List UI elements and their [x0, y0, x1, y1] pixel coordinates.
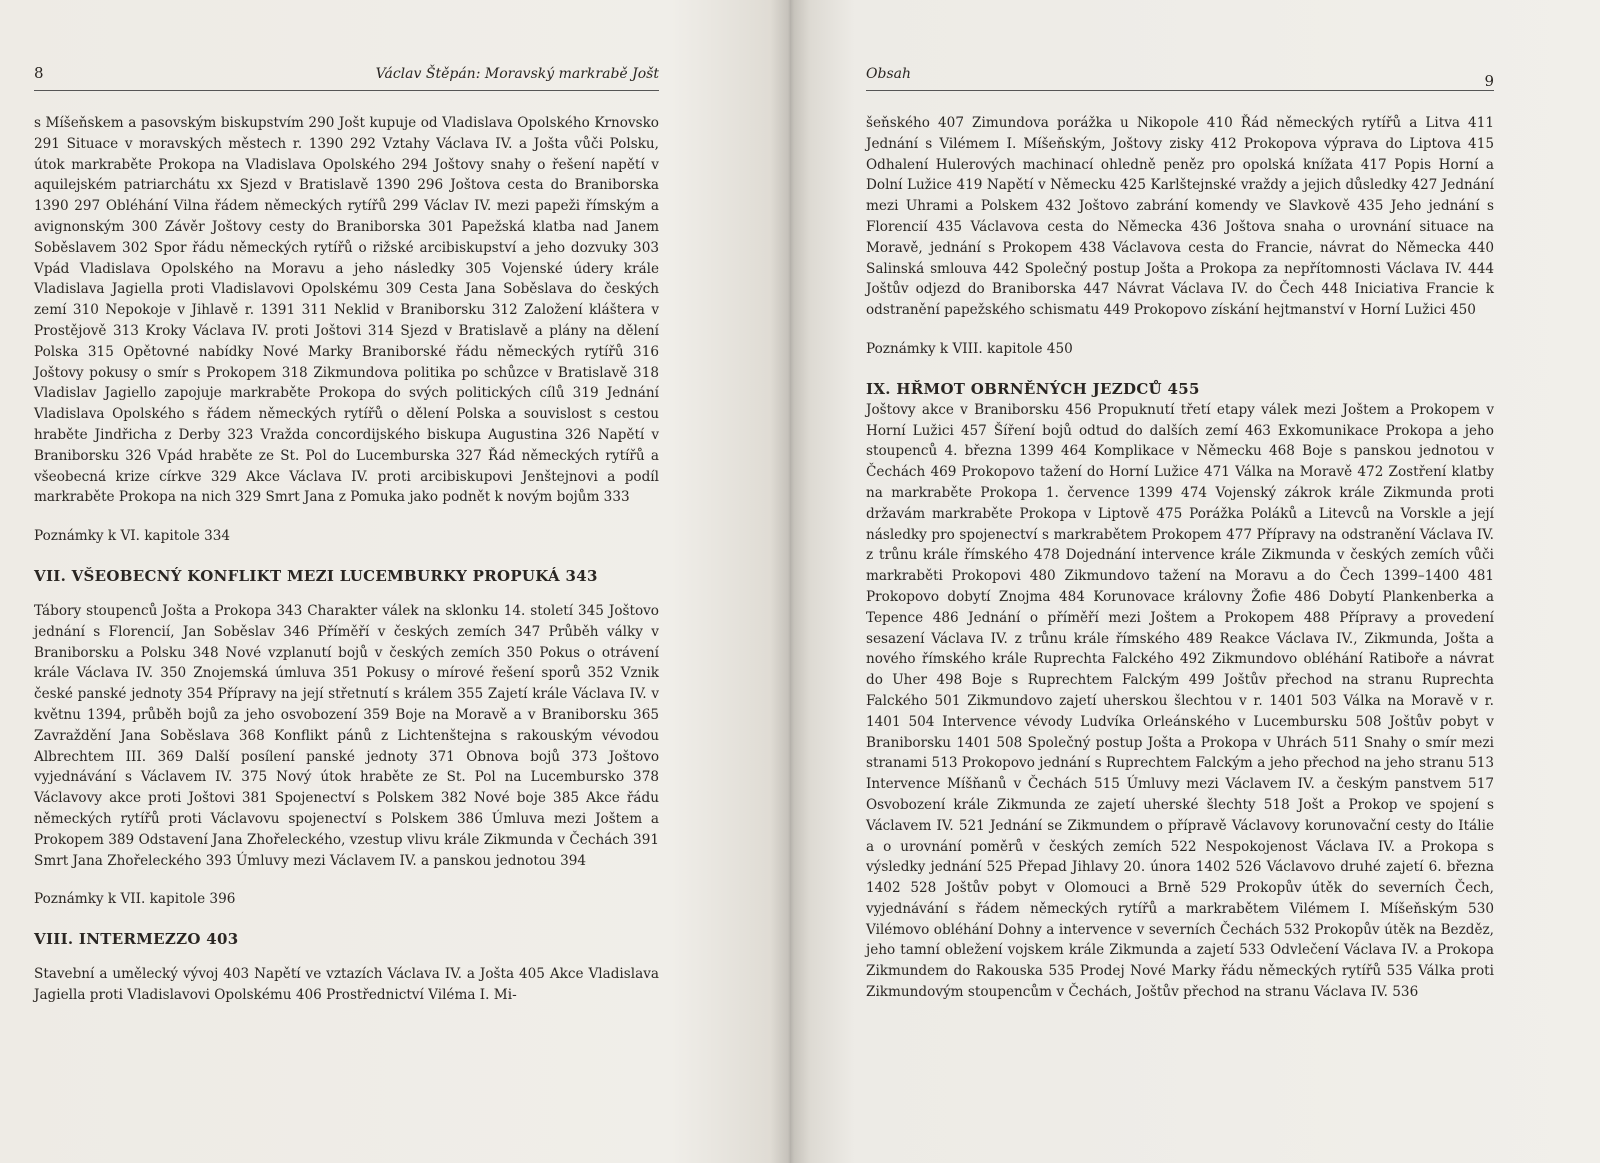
right-running-head [866, 64, 1494, 91]
left-body [34, 113, 659, 1006]
left-page [0, 0, 790, 1163]
toc-paragraph-9: Joštovy akce v Braniborsku 456 Propuknutí třetí etapy válek mezi Joštem a Prokopem v Horní Lužici 457 Šíření bojů odtud do dalších zemí 463 Exkomunikace Prokopa a jeho stoupenců 4. března 1399 464 Komplikace v Německu 468 Boje s panskou jednotou v Čechách 469 Prokopovo tažení do Horní Lužice 471 Válka na Moravě 472 Zostření klatby na markraběte Prokopa 1. července 1399 474 Vojenský zákrok krále Zikmunda proti državám markraběte Prokopa v Liptově 475 Porážka Poláků a Litevců na Vorskle a její následky pro spojenectví s markrabětem Prokopem 477 Přípravy na odstranění Václava IV. z trůnu krále římského 478 Dojednání intervence krále Zikmunda v českých zemích vůči markraběti Prokopovi 480 Zikmundovo tažení na Moravu a do Čech 1399–1400 481 Prokopovo dobytí Znojma 484 Korunovace královny Žofie 486 Dobytí Plankenberka a Tepence 486 Jednání o příměří mezi Joštem a Prokopem 488 Přípravy a provedení sesazení Václava IV. z trůnu krále římského 489 Reakce Václava IV., Zikmunda, Jošta a nového římského krále Ruprechta Falckého 492 Zikmundovo obléhání Ratiboře a návrat do Uher 498 Boje s Ruprechtem Falckým 499 Joštův přechod na stranu Ruprechta Falckého 501 Zikmundovo zajetí uherskou šlechtou v r. 1401 503 Válka na Moravě v r. 1401 504 Intervence vévody Ludvíka Orleánského v Lucembursku 508 Joštův pobyt v Braniborsku 1401 508 Společný postup Jošta a Prokopa v Uhrách 511 Snahy o smír mezi stranami 513 Prokopovo jednání s Ruprechtem Falckým a jeho přechod na jeho stranu 513 Intervence Míšňanů v Čechách 515 Úmluvy mezi Václavem IV. a českým panstvem 517 Osvobození krále Zikmunda ze zajetí uherské šlechty 518 Jošt a Prokop ve spojení s Václavem IV. 521 Jednání se Zikmundem o přípravě Václavovy korunovační cesty do Itálie a o urovnání poměrů v českých zemích 522 Nespokojenost Václava IV. a Prokopa s výsledky jednání 525 Přepad Jihlavy 20. února 1402 526 Václavovo druhé zajetí 6. března 1402 528 Joštův pobyt v Olomouci a Brně 529 Prokopův útěk do severních Čech, vyjednávání s řádem německých rytířů a markrabětem Vilémem I. Míšeňským 530 Vilémovo obléhání Dohny a intervence v severních Čechách 532 Prokopův útěk na Bezděz, jeho tamní obležení vojskem krále Zikmunda a zajetí 533 Odvlečení Václava IV. a Prokopa Zikmundem do Rakouska 535 Prodej Nové Marky řádu německých rytířů 535 Válka proti Zikmundovým stoupencům v Čechách, Joštův přechod na stranu Václava IV. 536 [866, 401, 1494, 1001]
chapter-8-heading: VIII. INTERMEZZO 403 [34, 930, 239, 949]
chapter-7-heading: VII. VŠEOBECNÝ KONFLIKT MEZI LUCEMBURKY PROPUKÁ 343 [34, 566, 598, 585]
toc-paragraph-8-continued: šeňského 407 Zimundova porážka u Nikopole 410 Řád německých rytířů a Litva 411 Jednání s Vilémem I. Míšeňským, Joštovy zisky 412 Prokopova výprava do Liptova 415 Odhalení Hulerových machinací ohledně peněz pro opolská knížata 417 Popis Horní a Dolní Lužice 419 Napětí v Německu 425 Karlštejnské vraždy a jejich důsledky 427 Jednání mezi Uhrami a Polskem 432 Joštovo zabrání komendy ve Slavkově 435 Jeho jednání s Florencií 435 Václavova cesta do Německa 436 Joštova snaha o urovnání situace na Moravě, jednání s Prokopem 438 Václavova cesta do Francie, návrat do Německa 440 Salinská smlouva 442 Společný postup Jošta a Prokopa za nepřítomnosti Václava IV. 444 Joštův odjezd do Braniborska 447 Návrat Václava IV. do Čech 448 Iniciativa Francie k odstranění papežského schismatu 449 Prokopovo získání hejtmanství v Horní Lužici 450 [866, 115, 1494, 319]
notes-chapter-7: Poznámky k VII. kapitole 396 [34, 891, 236, 908]
right-page [790, 0, 1600, 1163]
toc-paragraph-8: Stavební a umělecký vývoj 403 Napětí ve vztazích Václava IV. a Jošta 405 Akce Vladislava Jagiella proti Vladislavovi Opolskému 406 Prostřednictví Viléma I. Mi- [34, 966, 659, 1003]
chapter-9-heading: IX. HŘMOT OBRNĚNÝCH JEZDCŮ 455 [866, 379, 1200, 398]
right-running-title: Obsah [866, 66, 911, 82]
toc-paragraph-7: Tábory stoupenců Jošta a Prokopa 343 Charakter válek na sklonku 14. století 345 Joštovo jednání s Florencií, Jan Soběslav 346 Příměří v českých zemích 347 Průběh války v Braniborsku a Polsku 348 Nové vzplanutí bojů v českých zemích 350 Pokus o otrávení krále Václava IV. 350 Znojemská úmluva 351 Pokusy o mírové řešení sporů 352 Vznik české panské jednoty 354 Přípravy na její střetnutí s králem 355 Zajetí krále Václava IV. v květnu 1394, průběh bojů za jeho osvobození 359 Boje na Moravě a v Braniborsku 365 Zavraždění Jana Soběslava 368 Konflikt pánů z Lichtenštejna s rakouským vévodou Albrechtem III. 369 Další posílení panské jednoty 371 Obnova bojů 373 Joštovo vyjednávání s Václavem IV. 375 Nový útok hraběte ze St. Pol na Lucembursko 378 Václavovy akce proti Joštovi 381 Spojenectví s Polskem 382 Nové boje 385 Akce řádu německých rytířů proti Václavovu spojenectví s Polskem 386 Úmluva mezi Joštem a Prokopem 389 Odstavení Jana Zhořeleckého, vzestup vlivu krále Zikmunda v Čechách 391 Smrt Jana Zhořeleckého 393 Úmluvy mezi Václavem IV. a panskou jednotou 394 [34, 602, 659, 869]
left-page-number: 8 [34, 64, 44, 82]
left-running-title: Václav Štěpán: Moravský markrabě Jošt [375, 66, 659, 82]
right-page-number: 9 [1484, 72, 1494, 90]
book-gutter [770, 0, 810, 1163]
left-running-head [34, 64, 659, 91]
toc-paragraph-6-continued: s Míšeňskem a pasovským biskupstvím 290 Jošt kupuje od Vladislava Opolského Krnovsko 291 Situace v moravských městech r. 1390 292 Vztahy Václava IV. a Jošta vůči Polsku, útok markraběte Prokopa na Vladislava Opolského 294 Joštovy snahy o řešení napětí v aquilejském patriarchátu xx Sjezd v Bratislavě 1390 296 Joštova cesta do Braniborska 1390 297 Obléhání Vilna řádem německých rytířů 299 Václav IV. mezi papeži římským a avignonským 300 Závěr Joštovy cesty do Braniborska 301 Papežská klatba nad Janem Soběslavem 302 Spor řádu německých rytířů o rižské arcibiskupství a jeho dozvuky 303 Vpád Vladislava Opolského na Moravu a jeho následky 305 Vojenské údery krále Vladislava Jagiella proti Vladislavovi Opolskému 309 Cesta Jana Soběslava do českých zemí 310 Nepokoje v Jihlavě r. 1391 311 Neklid v Braniborsku 312 Založení kláštera v Prostějově 313 Kroky Václava IV. proti Joštovi 314 Sjezd v Bratislavě a plány na dělení Polska 315 Opětovné nabídky Nové Marky Braniborské řádu německých rytířů 316 Joštovy pokusy o smír s Prokopem 318 Zikmundova politika po schůzce v Bratislavě 318 Vladislav Jagiello zapojuje markraběte Prokopa do svých politických cílů 319 Jednání Vladislava Opolského s řádem německých rytířů o dělení Polska a souvislost s cestou hraběte Jindřicha z Derby 323 Vražda concordijského biskupa Augustina 326 Napětí v Braniborsku 326 Vpád hraběte ze St. Pol do Lucemburska 327 Řád německých rytířů a všeobecná krize církve 329 Akce Václava IV. proti arcibiskupovi Jenštejnovi a podíl markraběte Prokopa na nich 329 Smrt Jana z Pomuka jako podnět k novým bojům 333 [34, 115, 659, 506]
notes-chapter-8: Poznámky k VIII. kapitole 450 [866, 340, 1073, 357]
notes-chapter-6: Poznámky k VI. kapitole 334 [34, 528, 231, 545]
right-body [866, 113, 1494, 1003]
